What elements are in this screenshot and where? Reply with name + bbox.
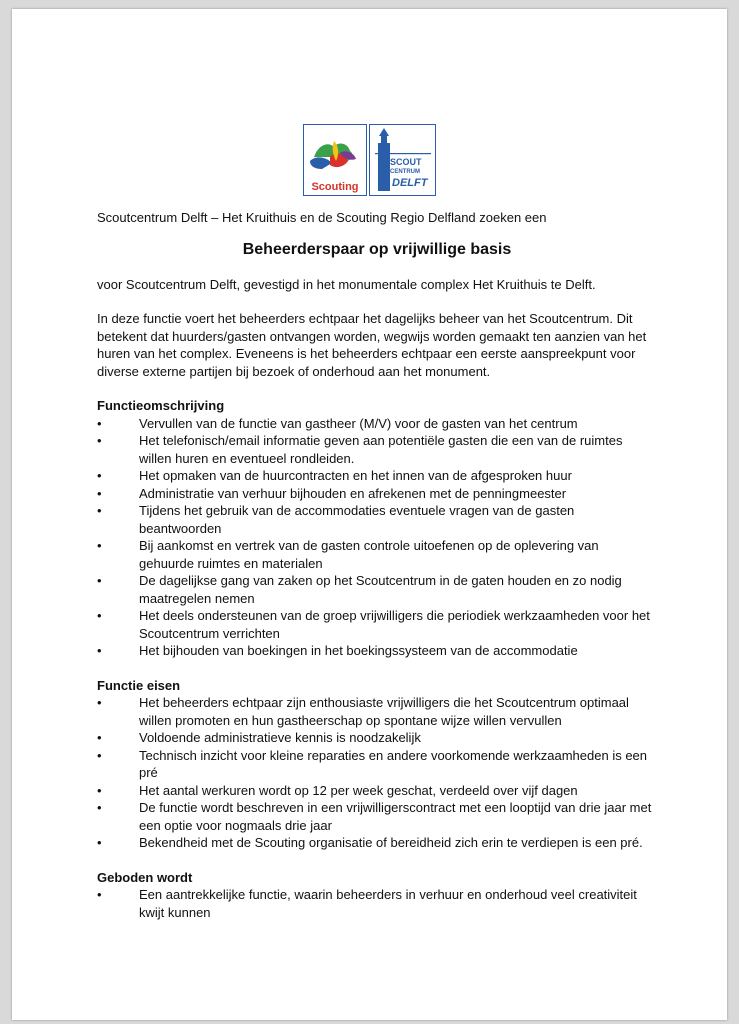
logo-group — [303, 124, 436, 196]
document-body — [97, 209, 657, 921]
list-item: • Het deels ondersteunen van de groep vrijwilligers die periodiek werkzaamheden voor het Scoutcentrum verrichten — [97, 607, 657, 642]
list-item: • Voldoende administratieve kennis is noodzakelijk — [97, 729, 657, 747]
subtitle-text: voor Scoutcentrum Delft, gevestigd in het monumentale complex Het Kruithuis te Delft. — [97, 276, 596, 292]
document-page — [12, 9, 727, 1020]
geboden-wordt-list — [97, 886, 657, 921]
list-item: • Vervullen van de functie van gastheer (M/V) voor de gasten van het centrum — [97, 415, 657, 433]
list-item: • De dagelijkse gang van zaken op het Scoutcentrum in de gaten houden en zo nodig maatregelen nemen — [97, 572, 657, 607]
list-item: • Het beheerders echtpaar zijn enthousiaste vrijwilligers die het Scoutcentrum optimaal willen promoten en hun gastheerschap op spontane wijze willen vervullen — [97, 694, 657, 729]
page-title: Beheerderspaar op vrijwillige basis — [242, 240, 512, 258]
list-item-text: Bekendheid met de Scouting organisatie of bereidheid zich erin te verdiepen is een pré. — [139, 835, 643, 850]
list-item: • Bij aankomst en vertrek van de gasten controle uitoefenen op de oplevering van gehuurde ruimtes en materialen — [97, 537, 657, 572]
section-heading-functieomschrijving: Functieomschrijving — [97, 398, 225, 413]
section-heading-functie-eisen: Functie eisen — [97, 677, 181, 693]
description-paragraph: In deze functie voert het beheerders echtpaar het dagelijks beheer van het Scoutcentrum. Dit betekent dat huurders/gasten ontvangen worden, wegwijs worden gemaakt ten aanzien van het huren van het complex. Eveneens is het beheerders echtpaar een eerste aanspreekpunt voor diverse externe partijen bij bezoek of onderhoud aan het monument. — [97, 311, 647, 379]
scouting-logo-text: Scouting — [311, 181, 359, 193]
functie-eisen-list — [97, 694, 657, 834]
logo-line-centrum: CENTRUM — [390, 169, 420, 175]
list-item: • Een aantrekkelijke functie, waarin beheerders in verhuur en onderhoud veel creativiteit kwijt kunnen — [97, 886, 657, 921]
scoutcentrum-delft-logo — [369, 124, 436, 196]
list-item: • Het telefonisch/email informatie geven aan potentiële gasten die een van de ruimtes willen huren en eventueel rondleiden. — [97, 432, 657, 467]
list-item-unindented — [97, 834, 657, 852]
list-item: • Het opmaken van de huurcontracten en het innen van de afgesproken huur — [97, 467, 657, 485]
bullet-icon: • — [97, 835, 102, 850]
logo-line-delft: DELFT — [392, 177, 428, 189]
list-item: • Het aantal werkuren wordt op 12 per week geschat, verdeeld over vijf dagen — [97, 782, 657, 800]
functieomschrijving-list — [97, 415, 657, 660]
list-item: • Het bijhouden van boekingen in het boekingssysteem van de accommodatie — [97, 642, 657, 660]
scouting-logo — [303, 124, 367, 196]
scouting-emblem-icon — [304, 127, 366, 183]
intro-text: Scoutcentrum Delft – Het Kruithuis en de Scouting Regio Delfland zoeken een — [97, 210, 547, 225]
list-item: • Administratie van verhuur bijhouden en afrekenen met de penningmeester — [97, 485, 657, 503]
list-item: • Tijdens het gebruik van de accommodaties eventuele vragen van de gasten beantwoorden — [97, 502, 657, 537]
list-item: • De functie wordt beschreven in een vrijwilligerscontract met een looptijd van drie jaar met een optie voor nogmaals drie jaar — [97, 799, 657, 834]
logo-line-scout: SCOUT — [390, 157, 422, 167]
list-item: • Technisch inzicht voor kleine reparaties en andere voorkomende werkzaamheden is een pré — [97, 747, 657, 782]
section-heading-geboden-wordt: Geboden wordt — [97, 869, 193, 885]
